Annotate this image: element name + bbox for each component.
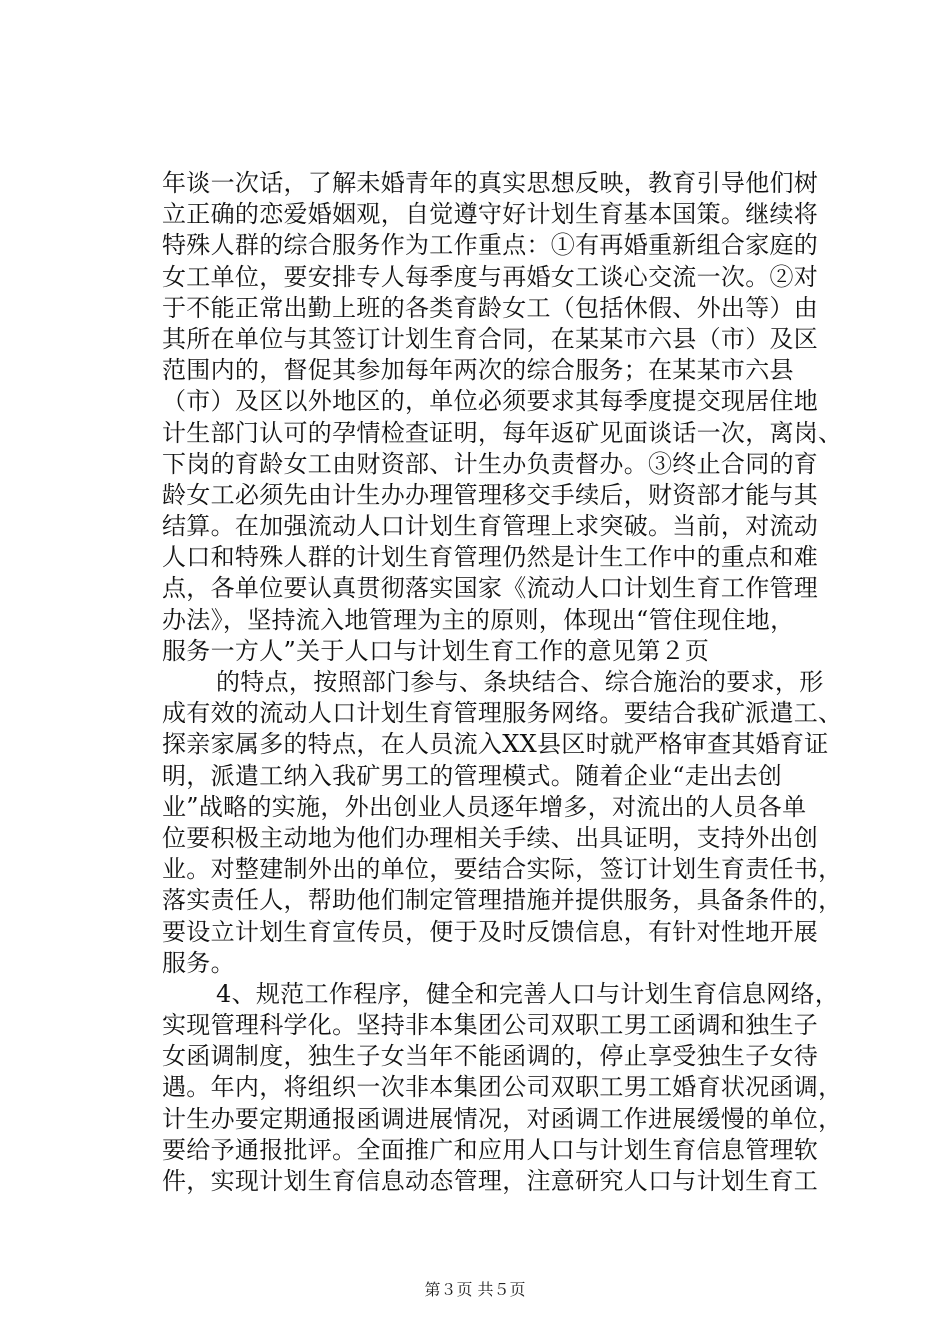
text-line-8: （市）及区以外地区的，单位必须要求其每季度提交现居住地 [162,387,819,416]
text-line-26: 服务。 [162,948,235,977]
text-line-30: 遇。年内，将组织一次非本集团公司双职工男工婚育状况函调， [162,1073,843,1102]
text-line-11: 龄女工必须先由计生办办理管理移交手续后，财资部才能与其 [162,480,819,509]
text-line-7: 范围内的，督促其参加每年两次的综合服务；在某某市六县 [162,356,794,385]
text-line-6: 其所在单位与其签订计划生育合同，在某某市六县（市）及区 [162,324,819,353]
text-line-2: 立正确的恋爱婚姻观，自觉遵守好计划生育基本国策。继续将 [162,200,819,229]
text-line-23: 业。对整建制外出的单位，要结合实际，签订计划生育责任书， [162,855,843,884]
text-line-9: 计生部门认可的孕情检查证明，每年返矿见面谈话一次，离岗、 [162,418,843,447]
text-line-13: 人口和特殊人群的计划生育管理仍然是计生工作中的重点和难 [162,543,819,572]
text-line-32: 要给予通报批评。全面推广和应用人口与计划生育信息管理软 [162,1135,819,1164]
text-line-22: 位要积极主动地为他们办理相关手续、出具证明，支持外出创 [162,823,819,852]
text-line-20: 明，派遣工纳入我矿男工的管理模式。随着企业“走出去创 [162,761,783,790]
text-line-4: 女工单位，要安排专人每季度与再婚女工谈心交流一次。②对 [162,262,819,291]
text-line-19: 探亲家属多的特点，在人员流入XX县区时就严格审查其婚育证 [162,730,829,759]
text-line-5: 于不能正常出勤上班的各类育龄女工（包括休假、外出等）由 [162,293,819,322]
text-line-1: 年谈一次话，了解未婚青年的真实思想反映，教育引导他们树 [162,169,819,197]
text-line-29: 女函调制度，独生子女当年不能函调的，停止享受独生子女待 [162,1042,819,1071]
text-line-17: 的特点，按照部门参与、条块结合、综合施治的要求，形 [216,668,824,696]
text-line-10: 下岗的育龄女工由财资部、计生办负责督办。③终止合同的育 [162,449,819,478]
text-line-18: 成有效的流动人口计划生育管理服务网络。要结合我矿派遣工、 [162,699,843,728]
text-line-3: 特殊人群的综合服务作为工作重点：①有再婚重新组合家庭的 [162,231,819,260]
text-line-15: 办法》，坚持流入地管理为主的原则，体现出“管住现住地， [162,605,795,634]
text-line-25: 要设立计划生育宣传员，便于及时反馈信息，有针对性地开展 [162,917,819,946]
text-line-12: 结算。在加强流动人口计划生育管理上求突破。当前，对流动 [162,512,819,541]
text-line-24: 落实责任人，帮助他们制定管理措施并提供服务，具备条件的， [162,886,843,915]
text-line-33: 件，实现计划生育信息动态管理，注意研究人口与计划生育工 [162,1167,819,1195]
document-body [162,168,842,1197]
text-line-21: 业”战略的实施，外出创业人员逐年增多，对流出的人员各单 [162,792,807,821]
text-line-31: 计生办要定期通报函调进展情况，对函调工作进展缓慢的单位， [162,1104,843,1133]
text-line-27: 4、规范工作程序，健全和完善人口与计划生育信息网络， [216,979,840,1008]
page-number-footer: 第３页 共５页 [424,1280,526,1299]
text-line-16: 服务一方人”关于人口与计划生育工作的意见第２页 [162,636,710,665]
text-line-14: 点，各单位要认真贯彻落实国家《流动人口计划生育工作管理 [162,574,819,603]
text-line-28: 实现管理科学化。坚持非本集团公司双职工男工函调和独生子 [162,1011,819,1040]
